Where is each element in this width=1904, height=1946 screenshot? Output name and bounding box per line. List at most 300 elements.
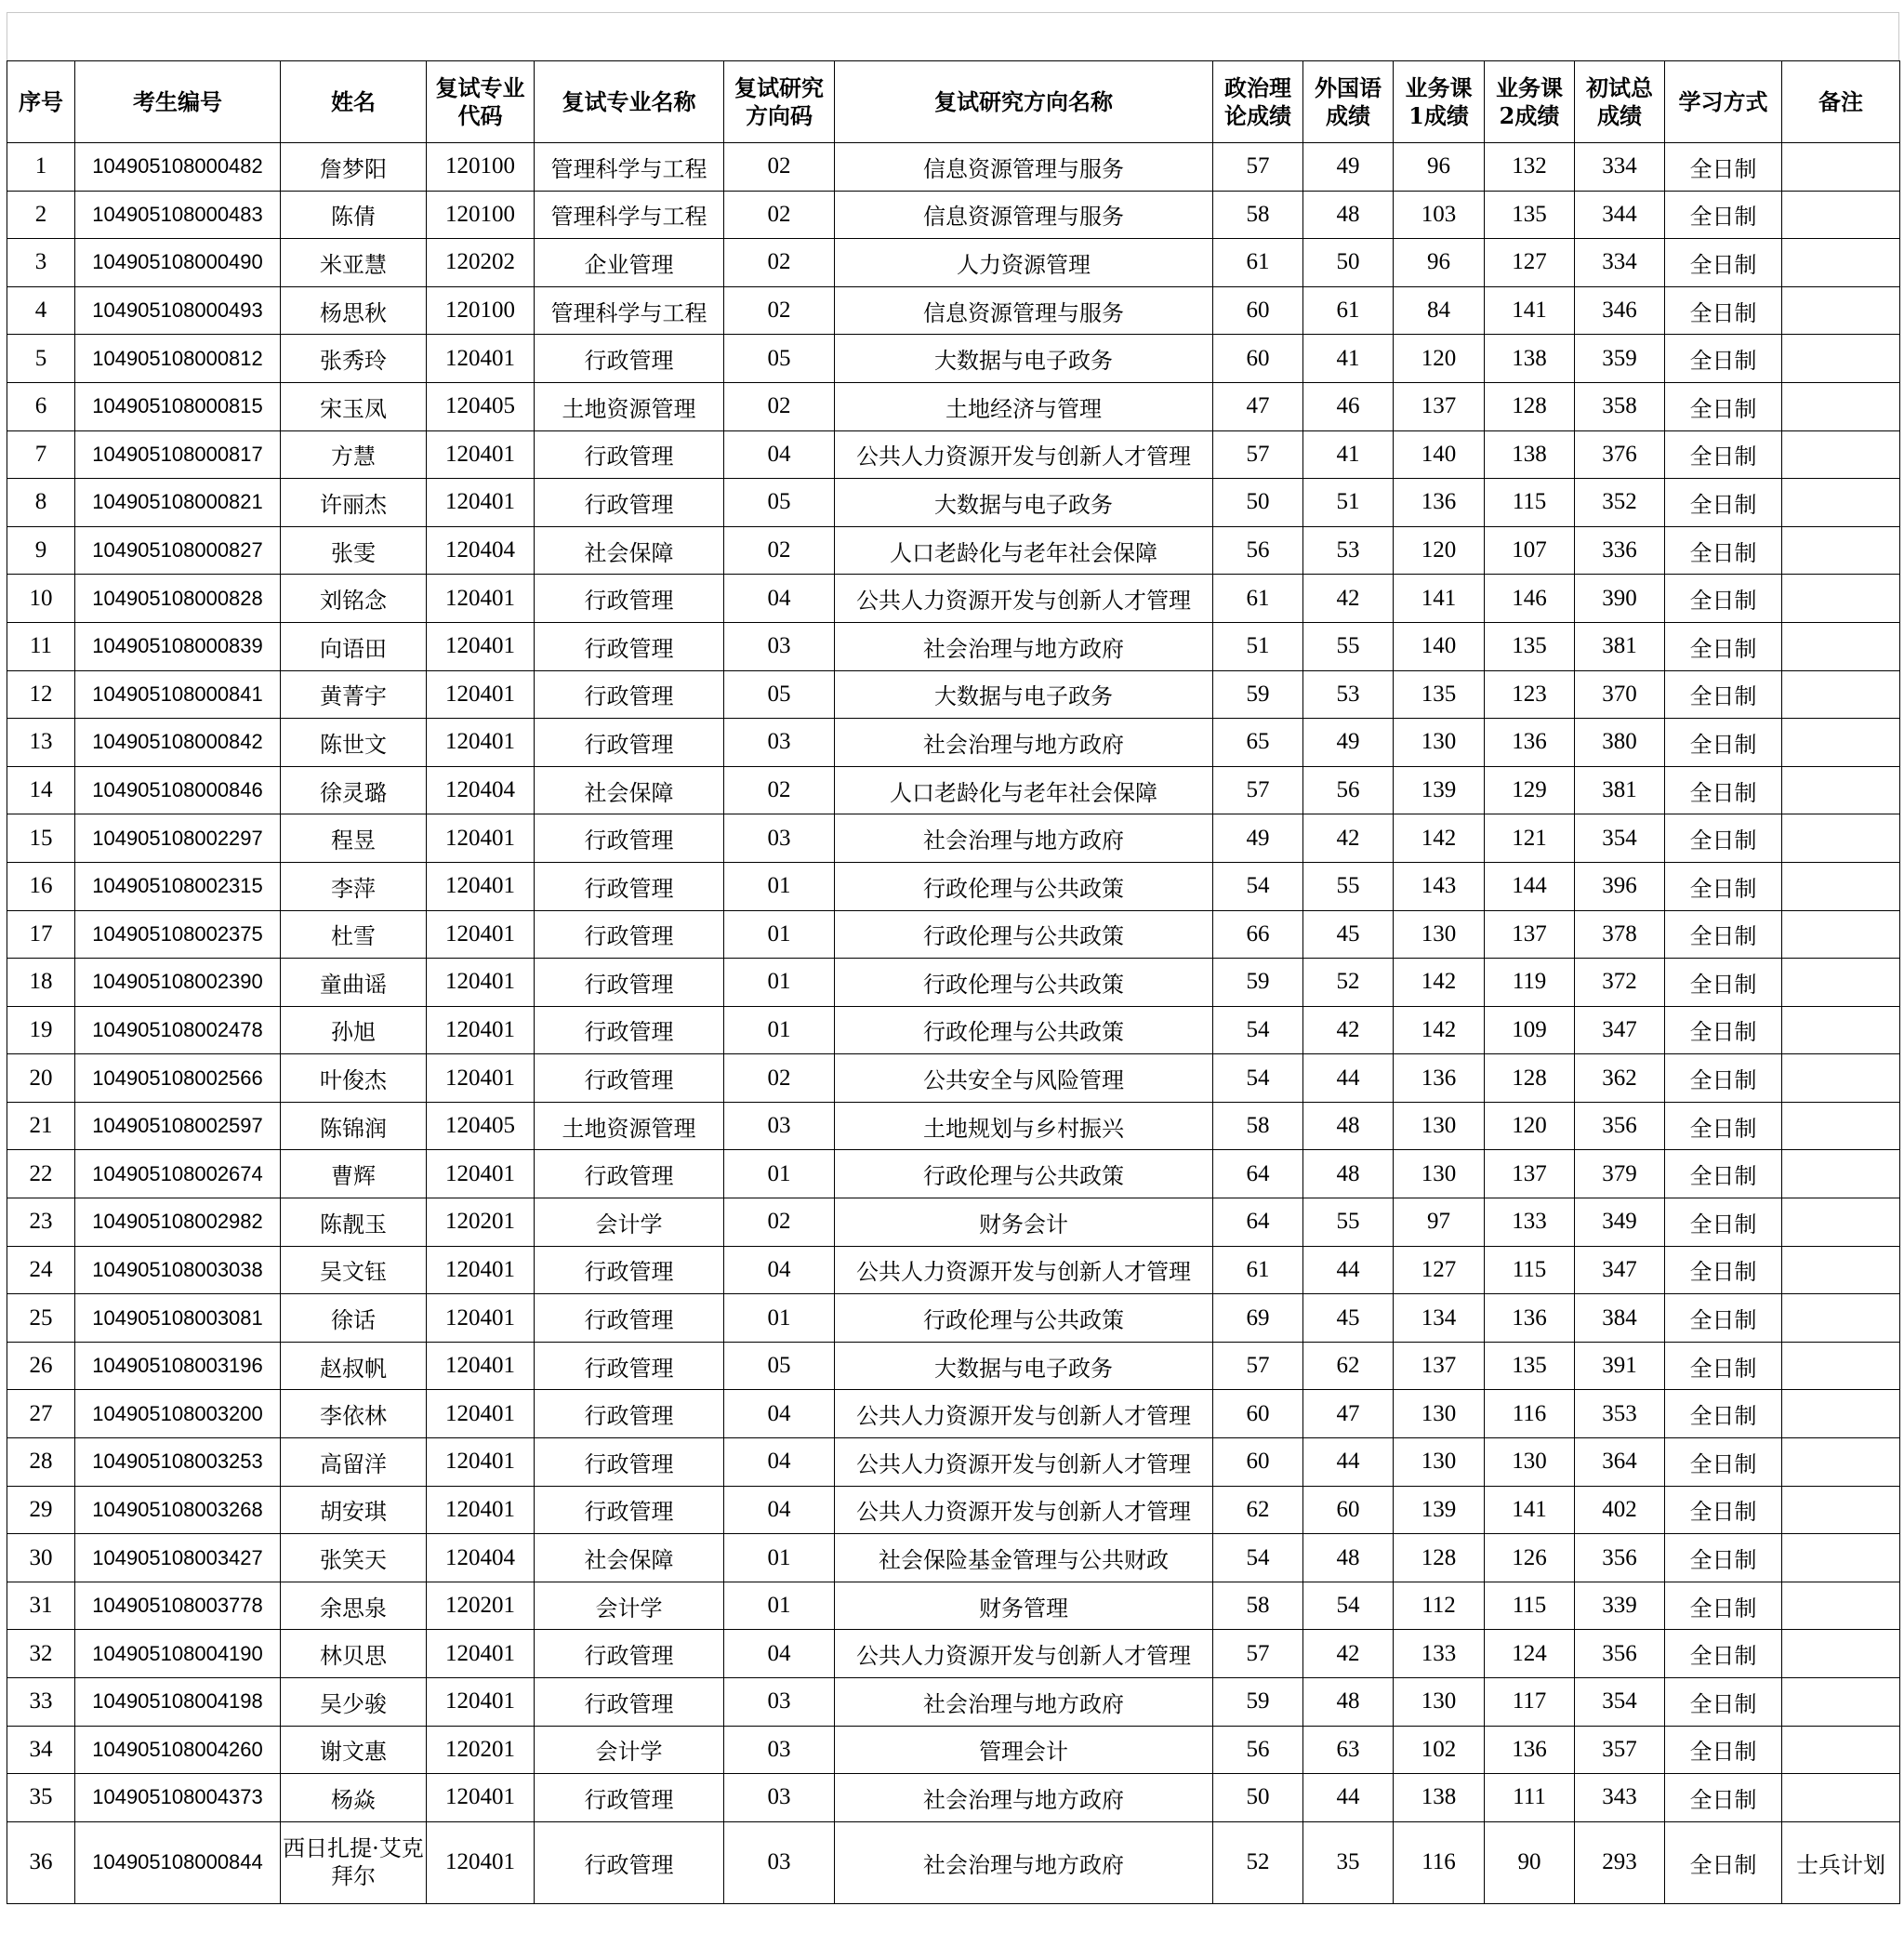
cell-major-code: 120401	[427, 1438, 535, 1487]
cell-mode: 全日制	[1665, 430, 1782, 479]
cell-total: 334	[1575, 143, 1665, 192]
cell-name: 李依林	[281, 1390, 427, 1438]
cell-politics: 58	[1213, 1102, 1303, 1150]
cell-note	[1782, 430, 1900, 479]
cell-total: 364	[1575, 1438, 1665, 1487]
cell-foreign: 44	[1303, 1246, 1394, 1294]
cell-major-name: 行政管理	[535, 1054, 724, 1103]
table-row	[7, 862, 1900, 910]
cell-politics: 49	[1213, 814, 1303, 863]
cell-major-code: 120401	[427, 814, 535, 863]
cell-dir-code: 05	[724, 335, 835, 383]
cell-major-name: 行政管理	[535, 1486, 724, 1534]
cell-course1: 130	[1394, 1102, 1485, 1150]
table-row	[7, 1342, 1900, 1390]
cell-dir-name: 社会治理与地方政府	[835, 719, 1213, 767]
cell-mode: 全日制	[1665, 1150, 1782, 1198]
header-major-code	[427, 61, 535, 143]
cell-course2: 126	[1485, 1534, 1575, 1582]
cell-exam-id: 104905108004190	[75, 1630, 281, 1678]
cell-course1: 142	[1394, 959, 1485, 1007]
header-total	[1575, 61, 1665, 143]
cell-mode: 全日制	[1665, 1630, 1782, 1678]
cell-foreign: 45	[1303, 1294, 1394, 1343]
cell-foreign: 52	[1303, 959, 1394, 1007]
cell-name: 詹梦阳	[281, 143, 427, 192]
cell-course1: 130	[1394, 1150, 1485, 1198]
cell-exam-id: 104905108002297	[75, 814, 281, 863]
table-row	[7, 1486, 1900, 1534]
cell-name: 张秀玲	[281, 335, 427, 383]
cell-name: 向语田	[281, 622, 427, 670]
cell-name: 吴文钰	[281, 1246, 427, 1294]
cell-exam-id: 104905108003253	[75, 1438, 281, 1487]
cell-dir-code: 04	[724, 430, 835, 479]
cell-mode: 全日制	[1665, 1821, 1782, 1903]
cell-foreign: 56	[1303, 766, 1394, 814]
cell-dir-name: 社会治理与地方政府	[835, 1774, 1213, 1822]
cell-major-name: 社会保障	[535, 766, 724, 814]
cell-dir-code: 04	[724, 575, 835, 623]
cell-course1: 130	[1394, 1438, 1485, 1487]
header-name: 姓名	[281, 61, 427, 143]
cell-major-name: 社会保障	[535, 526, 724, 575]
cell-course1: 140	[1394, 622, 1485, 670]
cell-total: 376	[1575, 430, 1665, 479]
cell-mode: 全日制	[1665, 862, 1782, 910]
cell-politics: 54	[1213, 1534, 1303, 1582]
cell-seq: 22	[7, 1150, 75, 1198]
cell-exam-id: 104905108003268	[75, 1486, 281, 1534]
header-note: 备注	[1782, 61, 1900, 143]
cell-exam-id: 104905108002390	[75, 959, 281, 1007]
cell-total: 354	[1575, 814, 1665, 863]
cell-dir-code: 05	[724, 479, 835, 527]
cell-dir-name: 土地经济与管理	[835, 382, 1213, 430]
header-row	[7, 61, 1900, 143]
cell-total: 372	[1575, 959, 1665, 1007]
cell-mode: 全日制	[1665, 191, 1782, 239]
cell-politics: 61	[1213, 1246, 1303, 1294]
cell-course1: 136	[1394, 479, 1485, 527]
cell-total: 347	[1575, 1006, 1665, 1054]
cell-mode: 全日制	[1665, 143, 1782, 192]
cell-dir-name: 行政伦理与公共政策	[835, 959, 1213, 1007]
cell-foreign: 51	[1303, 479, 1394, 527]
cell-major-code: 120401	[427, 1294, 535, 1343]
cell-name: 胡安琪	[281, 1486, 427, 1534]
cell-course1: 133	[1394, 1630, 1485, 1678]
cell-major-name: 行政管理	[535, 1630, 724, 1678]
cell-major-code: 120401	[427, 670, 535, 719]
cell-course2: 128	[1485, 382, 1575, 430]
cell-dir-name: 大数据与电子政务	[835, 335, 1213, 383]
cell-major-code: 120401	[427, 1390, 535, 1438]
cell-seq: 19	[7, 1006, 75, 1054]
cell-total: 346	[1575, 286, 1665, 335]
cell-major-code: 120401	[427, 719, 535, 767]
cell-dir-name: 大数据与电子政务	[835, 670, 1213, 719]
cell-seq: 1	[7, 143, 75, 192]
cell-politics: 50	[1213, 1774, 1303, 1822]
cell-course1: 134	[1394, 1294, 1485, 1343]
cell-total: 381	[1575, 766, 1665, 814]
cell-dir-name: 公共人力资源开发与创新人才管理	[835, 1246, 1213, 1294]
table-row	[7, 959, 1900, 1007]
cell-politics: 58	[1213, 191, 1303, 239]
cell-total: 380	[1575, 719, 1665, 767]
cell-course1: 102	[1394, 1726, 1485, 1774]
cell-course2: 138	[1485, 430, 1575, 479]
cell-major-code: 120401	[427, 862, 535, 910]
cell-total: 357	[1575, 1726, 1665, 1774]
cell-exam-id: 104905108003081	[75, 1294, 281, 1343]
cell-note	[1782, 1726, 1900, 1774]
cell-mode: 全日制	[1665, 1678, 1782, 1727]
cell-dir-code: 03	[724, 814, 835, 863]
cell-name: 宋玉凤	[281, 382, 427, 430]
cell-name: 吴少骏	[281, 1678, 427, 1727]
cell-foreign: 60	[1303, 1486, 1394, 1534]
cell-note	[1782, 1438, 1900, 1487]
cell-major-code: 120401	[427, 1486, 535, 1534]
table-row	[7, 622, 1900, 670]
cell-seq: 20	[7, 1054, 75, 1103]
cell-major-code: 120401	[427, 959, 535, 1007]
cell-name: 叶俊杰	[281, 1054, 427, 1103]
cell-major-name: 行政管理	[535, 1294, 724, 1343]
header-mode: 学习方式	[1665, 61, 1782, 143]
cell-politics: 65	[1213, 719, 1303, 767]
cell-dir-code: 02	[724, 286, 835, 335]
cell-foreign: 55	[1303, 1198, 1394, 1247]
cell-major-name: 行政管理	[535, 862, 724, 910]
header-politics-text: 政治理论成绩	[1224, 73, 1291, 129]
cell-foreign: 53	[1303, 670, 1394, 719]
cell-course2: 138	[1485, 335, 1575, 383]
cell-note	[1782, 286, 1900, 335]
cell-course1: 130	[1394, 1390, 1485, 1438]
cell-major-code: 120401	[427, 430, 535, 479]
cell-seq: 10	[7, 575, 75, 623]
cell-foreign: 44	[1303, 1774, 1394, 1822]
cell-course2: 146	[1485, 575, 1575, 623]
cell-politics: 57	[1213, 430, 1303, 479]
cell-note	[1782, 1486, 1900, 1534]
cell-course2: 120	[1485, 1102, 1575, 1150]
cell-politics: 57	[1213, 1630, 1303, 1678]
cell-dir-name: 社会治理与地方政府	[835, 814, 1213, 863]
cell-name: 童曲谣	[281, 959, 427, 1007]
cell-dir-code: 01	[724, 910, 835, 959]
cell-mode: 全日制	[1665, 286, 1782, 335]
cell-politics: 61	[1213, 575, 1303, 623]
cell-foreign: 49	[1303, 143, 1394, 192]
cell-dir-code: 01	[724, 959, 835, 1007]
cell-name: 孙旭	[281, 1006, 427, 1054]
cell-dir-code: 04	[724, 1486, 835, 1534]
cell-exam-id: 104905108000482	[75, 143, 281, 192]
cell-foreign: 48	[1303, 1150, 1394, 1198]
cell-seq: 15	[7, 814, 75, 863]
cell-politics: 66	[1213, 910, 1303, 959]
table-row	[7, 286, 1900, 335]
cell-note	[1782, 575, 1900, 623]
cell-mode: 全日制	[1665, 1438, 1782, 1487]
cell-dir-code: 02	[724, 526, 835, 575]
cell-course2: 117	[1485, 1678, 1575, 1727]
header-course1	[1394, 61, 1485, 143]
cell-note	[1782, 1774, 1900, 1822]
cell-foreign: 54	[1303, 1582, 1394, 1630]
header-course1-text: 业务课1成绩	[1405, 73, 1473, 129]
cell-major-name: 管理科学与工程	[535, 286, 724, 335]
cell-foreign: 49	[1303, 719, 1394, 767]
cell-dir-code: 04	[724, 1390, 835, 1438]
cell-mode: 全日制	[1665, 239, 1782, 287]
cell-major-code: 120404	[427, 766, 535, 814]
cell-note	[1782, 910, 1900, 959]
cell-politics: 59	[1213, 1678, 1303, 1727]
cell-dir-name: 行政伦理与公共政策	[835, 1006, 1213, 1054]
cell-major-name: 会计学	[535, 1198, 724, 1247]
cell-course1: 103	[1394, 191, 1485, 239]
cell-exam-id: 104905108003427	[75, 1534, 281, 1582]
cell-name: 杜雪	[281, 910, 427, 959]
cell-dir-code: 02	[724, 766, 835, 814]
cell-seq: 23	[7, 1198, 75, 1247]
cell-name: 刘铭念	[281, 575, 427, 623]
cell-course1: 84	[1394, 286, 1485, 335]
cell-major-code: 120401	[427, 1774, 535, 1822]
cell-seq: 7	[7, 430, 75, 479]
cell-politics: 54	[1213, 1054, 1303, 1103]
cell-total: 336	[1575, 526, 1665, 575]
cell-major-code: 120401	[427, 1630, 535, 1678]
cell-seq: 2	[7, 191, 75, 239]
cell-politics: 50	[1213, 479, 1303, 527]
cell-mode: 全日制	[1665, 1054, 1782, 1103]
cell-mode: 全日制	[1665, 766, 1782, 814]
cell-name: 西日扎提·艾克拜尔	[281, 1821, 427, 1903]
cell-name: 黄菁宇	[281, 670, 427, 719]
cell-dir-code: 03	[724, 1774, 835, 1822]
cell-major-name: 土地资源管理	[535, 1102, 724, 1150]
cell-foreign: 46	[1303, 382, 1394, 430]
cell-foreign: 53	[1303, 526, 1394, 575]
cell-course2: 124	[1485, 1630, 1575, 1678]
cell-exam-id: 104905108000817	[75, 430, 281, 479]
cell-major-name: 行政管理	[535, 1390, 724, 1438]
cell-major-code: 120401	[427, 479, 535, 527]
cell-foreign: 55	[1303, 862, 1394, 910]
cell-course1: 135	[1394, 670, 1485, 719]
cell-course1: 112	[1394, 1582, 1485, 1630]
cell-note	[1782, 1678, 1900, 1727]
cell-major-name: 行政管理	[535, 910, 724, 959]
cell-dir-name: 人力资源管理	[835, 239, 1213, 287]
cell-note	[1782, 143, 1900, 192]
cell-foreign: 42	[1303, 814, 1394, 863]
cell-seq: 13	[7, 719, 75, 767]
cell-major-name: 行政管理	[535, 1774, 724, 1822]
cell-dir-name: 大数据与电子政务	[835, 1342, 1213, 1390]
cell-dir-name: 信息资源管理与服务	[835, 191, 1213, 239]
cell-course1: 120	[1394, 526, 1485, 575]
cell-total: 358	[1575, 382, 1665, 430]
cell-politics: 60	[1213, 286, 1303, 335]
cell-note	[1782, 526, 1900, 575]
cell-foreign: 63	[1303, 1726, 1394, 1774]
cell-foreign: 62	[1303, 1342, 1394, 1390]
cell-major-code: 120202	[427, 239, 535, 287]
table-row	[7, 239, 1900, 287]
table-row	[7, 670, 1900, 719]
cell-major-code: 120404	[427, 1534, 535, 1582]
cell-note	[1782, 766, 1900, 814]
cell-mode: 全日制	[1665, 1582, 1782, 1630]
cell-mode: 全日制	[1665, 575, 1782, 623]
cell-note: 士兵计划	[1782, 1821, 1900, 1903]
cell-mode: 全日制	[1665, 1198, 1782, 1247]
cell-course1: 139	[1394, 1486, 1485, 1534]
cell-mode: 全日制	[1665, 814, 1782, 863]
cell-course1: 137	[1394, 1342, 1485, 1390]
cell-name: 谢文惠	[281, 1726, 427, 1774]
cell-course1: 130	[1394, 910, 1485, 959]
cell-course2: 123	[1485, 670, 1575, 719]
cell-major-name: 管理科学与工程	[535, 143, 724, 192]
results-table	[7, 60, 1900, 1904]
cell-total: 370	[1575, 670, 1665, 719]
cell-total: 378	[1575, 910, 1665, 959]
cell-total: 396	[1575, 862, 1665, 910]
cell-course2: 90	[1485, 1821, 1575, 1903]
table-row	[7, 1006, 1900, 1054]
cell-seq: 33	[7, 1678, 75, 1727]
cell-total: 402	[1575, 1486, 1665, 1534]
cell-name: 方慧	[281, 430, 427, 479]
cell-dir-name: 社会治理与地方政府	[835, 1821, 1213, 1903]
table-row	[7, 430, 1900, 479]
cell-note	[1782, 191, 1900, 239]
cell-politics: 54	[1213, 1006, 1303, 1054]
cell-total: 362	[1575, 1054, 1665, 1103]
table-row	[7, 143, 1900, 192]
cell-major-code: 120201	[427, 1582, 535, 1630]
cell-dir-code: 03	[724, 1821, 835, 1903]
table-row	[7, 1150, 1900, 1198]
cell-mode: 全日制	[1665, 1726, 1782, 1774]
cell-name: 徐灵璐	[281, 766, 427, 814]
cell-foreign: 48	[1303, 1102, 1394, 1150]
cell-major-code: 120401	[427, 910, 535, 959]
cell-mode: 全日制	[1665, 1342, 1782, 1390]
cell-exam-id: 104905108004373	[75, 1774, 281, 1822]
table-row	[7, 1726, 1900, 1774]
cell-note	[1782, 335, 1900, 383]
cell-dir-name: 公共人力资源开发与创新人才管理	[835, 1630, 1213, 1678]
cell-course1: 136	[1394, 1054, 1485, 1103]
table-row	[7, 382, 1900, 430]
table-row	[7, 526, 1900, 575]
cell-course2: 136	[1485, 719, 1575, 767]
cell-name: 陈世文	[281, 719, 427, 767]
cell-total: 391	[1575, 1342, 1665, 1390]
header-major-name: 复试专业名称	[535, 61, 724, 143]
cell-politics: 60	[1213, 335, 1303, 383]
cell-foreign: 50	[1303, 239, 1394, 287]
cell-exam-id: 104905108000846	[75, 766, 281, 814]
cell-course1: 97	[1394, 1198, 1485, 1247]
cell-dir-code: 05	[724, 1342, 835, 1390]
cell-mode: 全日制	[1665, 1102, 1782, 1150]
cell-exam-id: 104905108000493	[75, 286, 281, 335]
cell-exam-id: 104905108002566	[75, 1054, 281, 1103]
table-row	[7, 910, 1900, 959]
cell-course2: 137	[1485, 910, 1575, 959]
cell-name: 张雯	[281, 526, 427, 575]
cell-exam-id: 104905108000842	[75, 719, 281, 767]
table-row	[7, 1294, 1900, 1343]
cell-dir-name: 财务会计	[835, 1198, 1213, 1247]
cell-note	[1782, 814, 1900, 863]
cell-dir-name: 行政伦理与公共政策	[835, 910, 1213, 959]
table-row	[7, 719, 1900, 767]
cell-major-code: 120401	[427, 1342, 535, 1390]
cell-seq: 4	[7, 286, 75, 335]
cell-total: 356	[1575, 1630, 1665, 1678]
header-dir-code	[724, 61, 835, 143]
cell-major-code: 120401	[427, 1821, 535, 1903]
cell-course2: 141	[1485, 286, 1575, 335]
cell-note	[1782, 670, 1900, 719]
cell-total: 384	[1575, 1294, 1665, 1343]
table-row	[7, 1246, 1900, 1294]
cell-seq: 28	[7, 1438, 75, 1487]
table-row	[7, 766, 1900, 814]
cell-course1: 116	[1394, 1821, 1485, 1903]
cell-foreign: 41	[1303, 430, 1394, 479]
cell-major-name: 行政管理	[535, 622, 724, 670]
cell-major-code: 120100	[427, 143, 535, 192]
cell-dir-code: 01	[724, 1006, 835, 1054]
header-foreign-text: 外国语成绩	[1315, 73, 1382, 129]
cell-total: 390	[1575, 575, 1665, 623]
cell-total: 354	[1575, 1678, 1665, 1727]
table-row	[7, 1054, 1900, 1103]
cell-course2: 144	[1485, 862, 1575, 910]
cell-politics: 56	[1213, 526, 1303, 575]
cell-course2: 127	[1485, 239, 1575, 287]
cell-total: 347	[1575, 1246, 1665, 1294]
cell-dir-name: 行政伦理与公共政策	[835, 862, 1213, 910]
cell-course1: 130	[1394, 1678, 1485, 1727]
table-row	[7, 1198, 1900, 1247]
cell-major-name: 社会保障	[535, 1534, 724, 1582]
cell-total: 334	[1575, 239, 1665, 287]
cell-note	[1782, 622, 1900, 670]
cell-note	[1782, 382, 1900, 430]
cell-dir-code: 02	[724, 239, 835, 287]
cell-name: 米亚慧	[281, 239, 427, 287]
cell-name: 李萍	[281, 862, 427, 910]
cell-name: 高留洋	[281, 1438, 427, 1487]
cell-major-name: 行政管理	[535, 1678, 724, 1727]
cell-mode: 全日制	[1665, 335, 1782, 383]
cell-major-name: 行政管理	[535, 719, 724, 767]
cell-name: 杨思秋	[281, 286, 427, 335]
